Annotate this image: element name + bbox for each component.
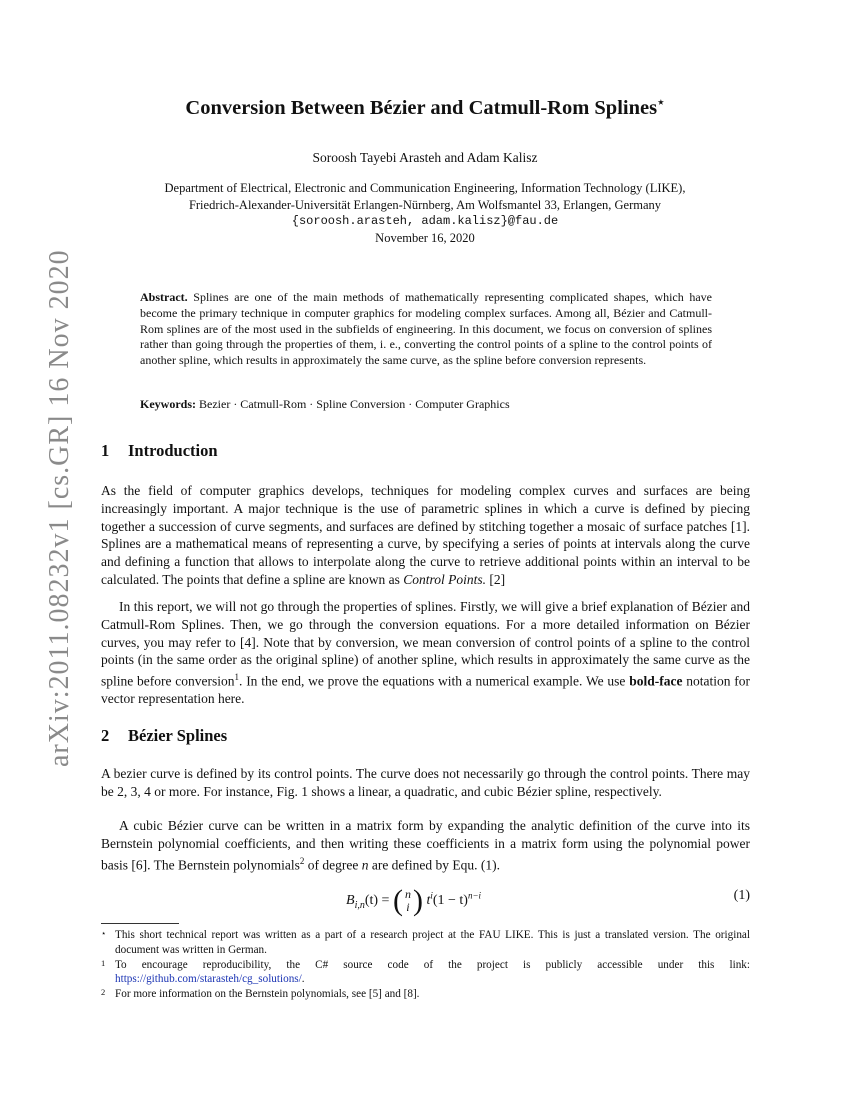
control-points-term: Control Points. [403,571,487,587]
section-title: Introduction [128,441,218,460]
footnotes [101,928,750,1002]
eq-exponent: n−i [467,890,482,901]
bold-face-term: bold-face [629,673,683,689]
bezier-paragraph-2 [101,817,750,874]
footnote-ref-1: 1 [234,672,240,683]
bezier-p2-text-c: are defined by Equ. (1). [371,857,501,873]
affiliation-block [100,180,750,246]
section-number: 1 [101,441,110,460]
author-emails: {soroosh.arasteh, adam.kalisz}@fau.de [291,214,559,228]
authors: Soroosh Tayebi Arasteh and Adam Kalisz [312,150,538,165]
bezier-p2-text: A cubic Bézier curve can be written in a matrix form by expanding the analytic definition of the curve into its Bernstein polynomial coefficients, and then writing these coefficients in a matrix form using the polynomial power basis [6]. The Bernstein polynomials [101,818,750,873]
footnote-2-mark: 2 [101,987,106,998]
intro-paragraph-1 [101,482,750,589]
degree-variable: n [361,857,369,873]
footnote-1 [101,958,750,988]
binom-bottom: i [406,900,410,914]
section-heading-bezier [101,726,227,746]
footnote-ref-2: 2 [299,855,305,866]
section-heading-introduction [101,441,218,461]
equation-number: (1) [733,888,750,903]
binom-open-paren: ( [392,884,403,917]
footnote-star-mark: ⋆ [101,928,107,938]
keywords-list: Bezier · Catmull-Rom · Spline Conversion · Computer Graphics [199,397,510,411]
footnote-1-text: To encourage reproducibility, the C# source code of the project is publicly accessible under this link: [115,958,750,971]
abstract-label: Abstract. [140,290,188,304]
eq-lhs-subscript: i,n [354,900,365,912]
affiliation-line-2: Friedrich-Alexander-Universität Erlangen-Nürnberg, Am Wolfsmantel 33, Erlangen, Germany [188,197,662,212]
section-title: Bézier Splines [128,726,228,745]
binom-close-paren: ) [412,884,423,917]
eq-one-minus-t: (1 − t) [432,893,468,909]
affiliation-line-1: Department of Electrical, Electronic and Communication Engineering, Information Technology (LIKE), [164,181,686,195]
github-link[interactable]: https://github.com/starasteh/cg_solutions/ [115,973,302,986]
binom-top: n [404,887,411,901]
equation-body [346,884,481,918]
intro-p2-text-b: . In the end, we prove the equations with a numerical example. We use [239,673,626,689]
paper-title [0,95,850,120]
intro-paragraph-2 [101,598,750,708]
binomial-coefficient [405,888,411,914]
footnote-1-mark: 1 [101,957,106,968]
title-text: Conversion Between Bézier and Catmull-Rom Splines [185,96,658,119]
bezier-paragraph-1: A bezier curve is defined by its control points. The curve does not necessarily go through the control points. There may be 2, 3, 4 or more. For instance, Fig. 1 shows a linear, a quadratic, and cubic Bézier spline, respectively. [101,766,750,799]
abstract-text: Splines are one of the main methods of mathematically representing complicated shapes, which have become the primary technique in computer graphics for modeling complex surfaces. Among all, Bézier and Catmull-Rom splines are of the most used in the subfields of engineering. In this document, we focus on conversion of splines rather than going through the properties of them, i. e., converting the control points of a spline to the control points of another spline, which results in approximately the same curve, as the spline before conversion represents. [140,290,713,368]
eq-lhs: B [346,893,355,909]
eq-t-exponent: i [430,890,433,901]
arxiv-sidebar-stamp [4,249,75,780]
paper-date: November 16, 2020 [375,230,475,245]
keywords-label: Keywords: [140,397,196,411]
footnote-2 [101,987,750,1002]
arxiv-id: arXiv:2011.08232v1 [cs.GR] 16 Nov 2020 [44,249,75,767]
intro-p1-text: As the field of computer graphics develops, techniques for modeling complex curves and surfaces are being increasingly important. A major technique is the use of parametric splines in which a curve is defined by piecing together a succession of curve segments, and surfaces are defined by stitching together a mosaic of surface patches [1]. Splines are a mathematical means of representing a curve, by specifying a series of points at intervals along the curve and defining a function that allows to interpolate along the curve to retrieve additional points within an interval to be calculated. The points that define a spline are known as [101,483,750,587]
eq-lhs-arg: (t) = [364,893,390,909]
footnote-star [101,928,750,958]
equation-1 [101,878,750,918]
footnote-star-text: This short technical report was written as a part of a research project at the FAU LIKE. This is just a translated version. The original document was written in German. [115,929,750,956]
eq-t: t [426,893,431,909]
abstract [140,290,712,369]
bezier-p2-text-b: of degree [307,857,359,873]
footnote-divider [101,923,179,924]
intro-p2-text-c: notation for vector representation here. [101,673,751,707]
keywords [140,397,712,412]
section-number: 2 [101,726,110,745]
title-footnote-mark: ⋆ [657,95,665,109]
footnote-2-text: For more information on the Bernstein polynomials, see [5] and [8]. [115,988,420,1001]
footnote-1-end: . [301,973,305,986]
intro-p2-text: In this report, we will not go through the properties of splines. Firstly, we will give a brief explanation of Bézier and Catmull-Rom Splines. Then, we go through the conversion equations. For a more detailed information on Bézier curves, you may refer to [4]. Note that by conversion, we mean conversion of control points of a spline to the control points (in the same order as the original spline) of another spline, which results in approximately the same curve as the spline before conversion [101,599,750,689]
intro-p1-citation: [2] [489,571,506,587]
